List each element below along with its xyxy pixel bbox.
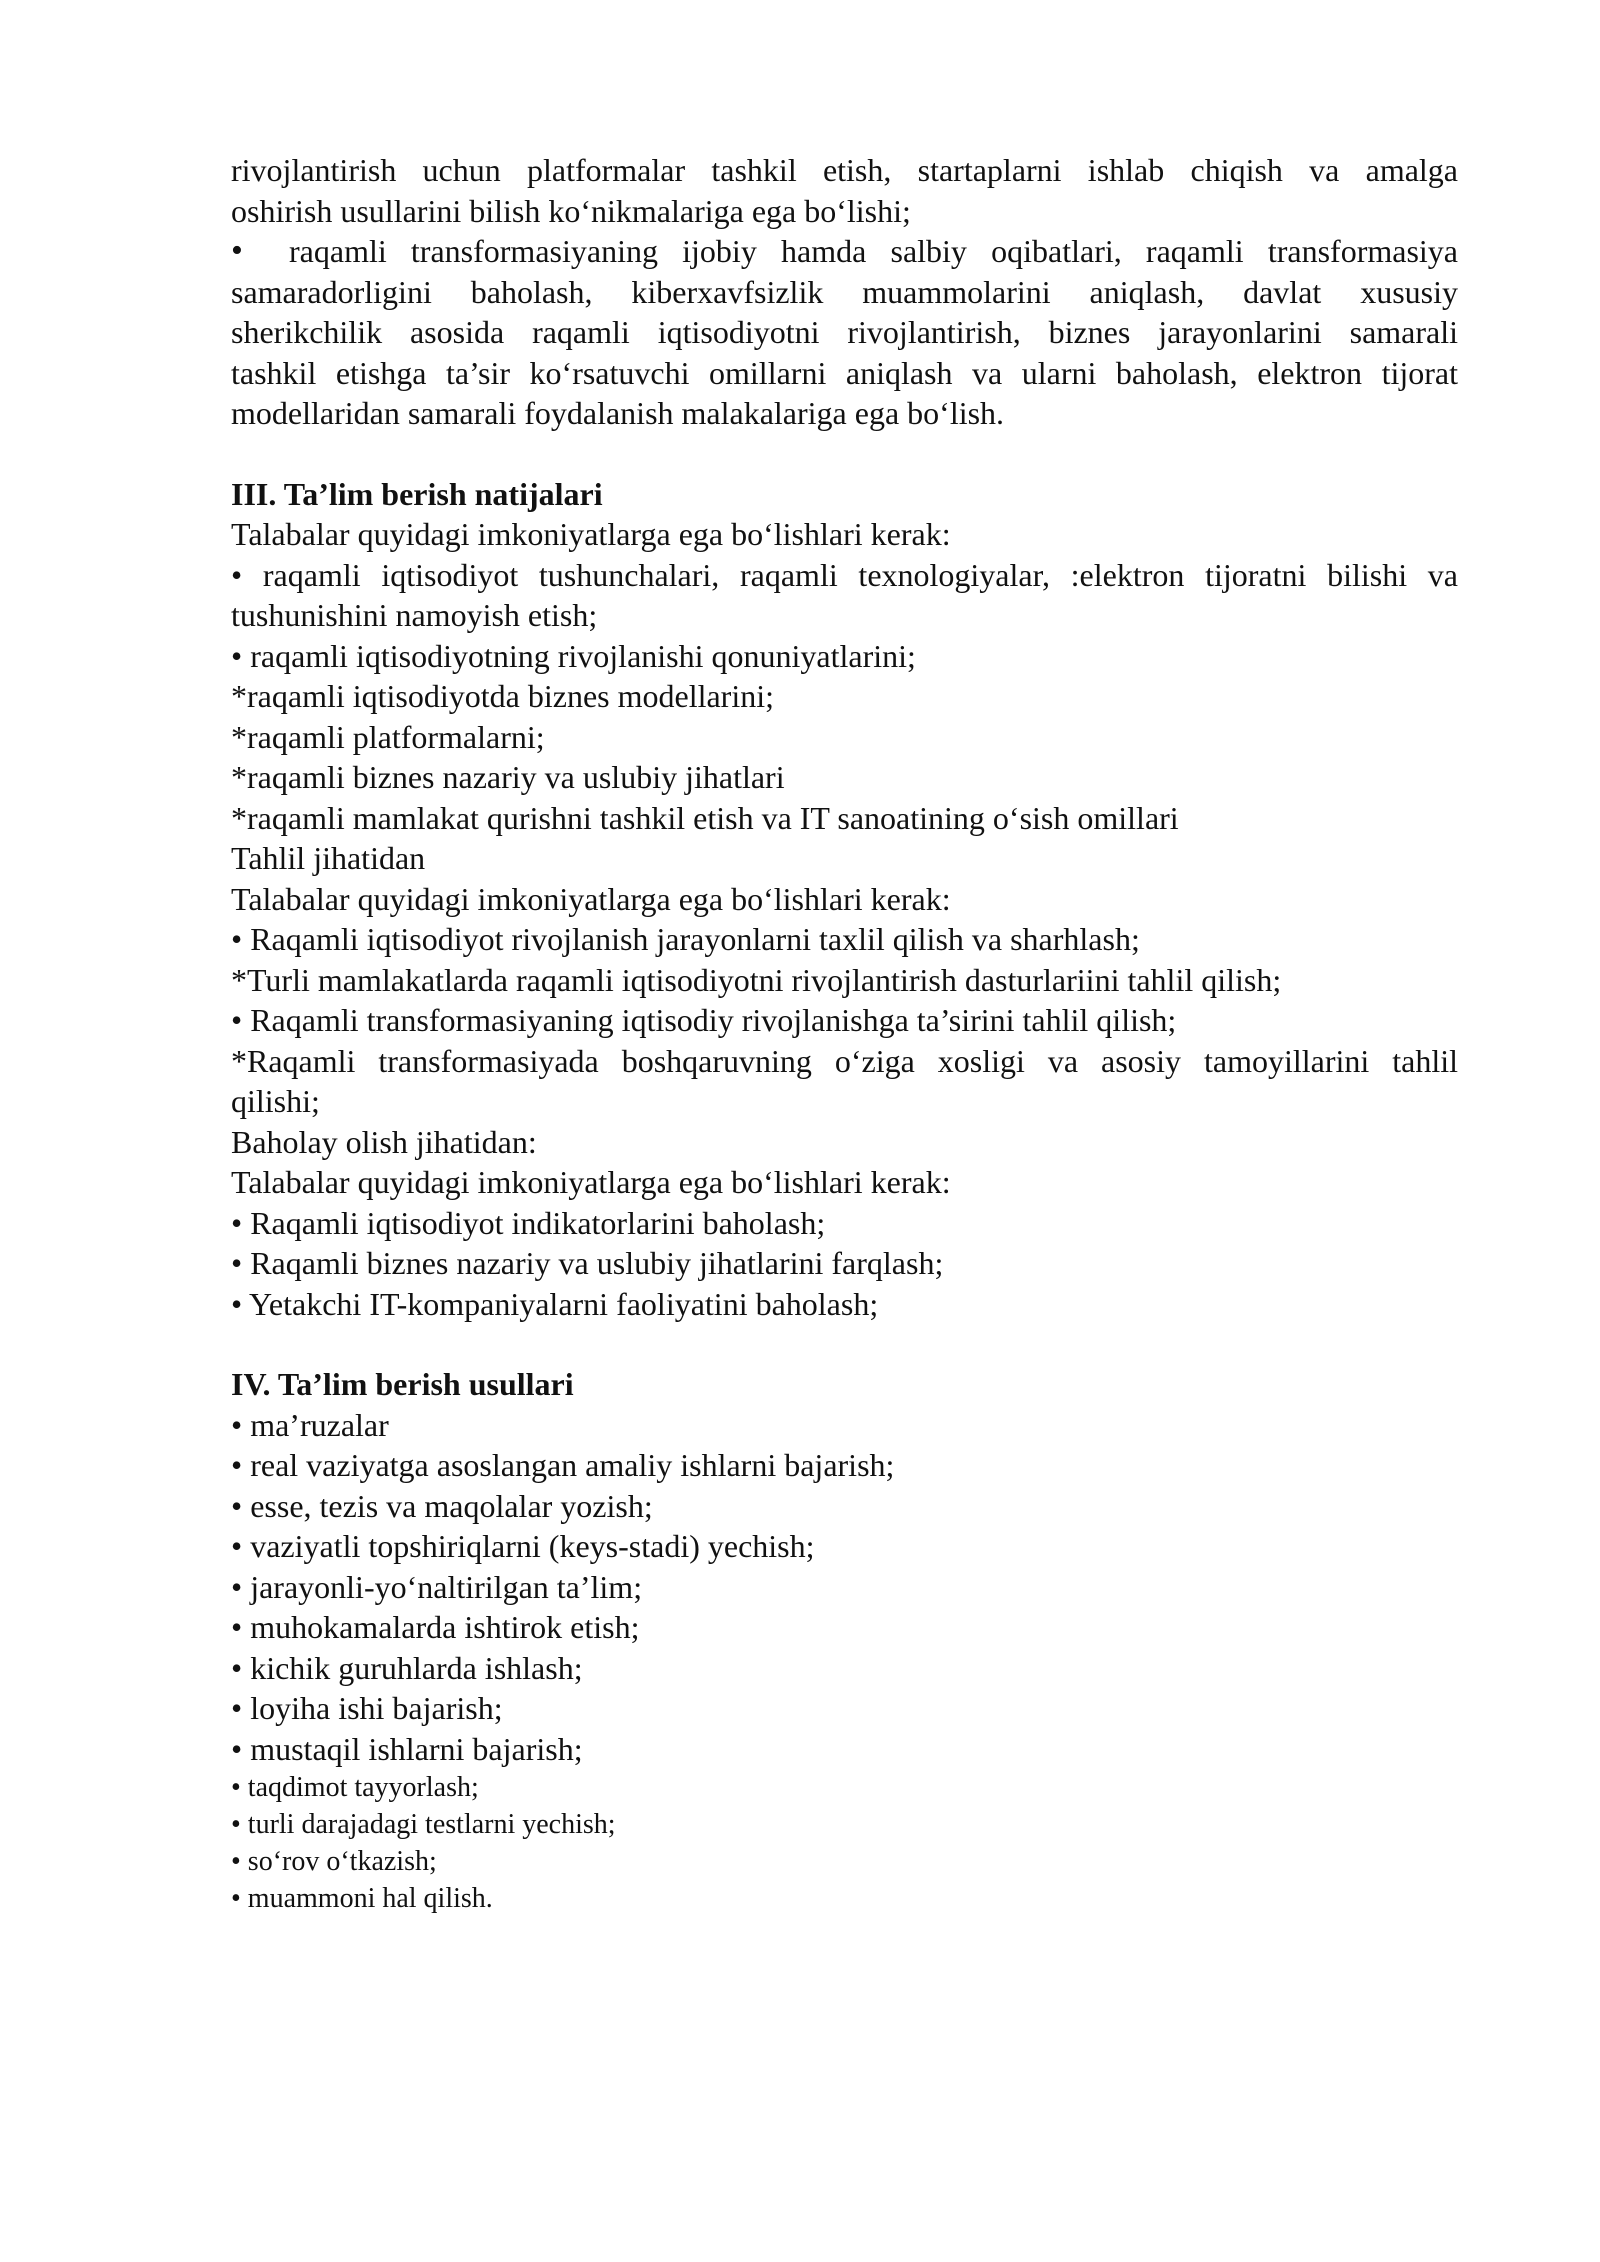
- text-line: qilishi;: [231, 1083, 320, 1119]
- section-heading: IV. Ta’lim berish usullari: [231, 1366, 574, 1402]
- list-item: • ma’ruzalar: [231, 1406, 389, 1443]
- list-item: • mustaqil ishlarni bajarish;: [231, 1730, 583, 1767]
- text-line: *Raqamli transformasiyada boshqaruvning o‘ziga xosligi va asosiy tamoyillarini tahlil: [231, 1042, 1458, 1079]
- text-line: modellaridan samarali foydalanish malakalariga ega bo‘lish.: [231, 395, 1005, 431]
- text-line: • Raqamli transformasiyaning iqtisodiy rivojlanishga ta’sirini tahlil qilish;: [231, 1002, 1177, 1038]
- text-line: • raqamli iqtisodiyot tushunchalari, raqamli texnologiyalar, :elektron tijoratni bilishi va: [231, 556, 1458, 593]
- list-item: • turli darajadagi testlarni yechish;: [231, 1809, 616, 1840]
- text-line: tashkil etishga ta’sir ko‘rsatuvchi omillarni aniqlash va ularni baholash, elektron tijorat: [231, 354, 1458, 391]
- list-item: • muammoni hal qilish.: [231, 1883, 493, 1914]
- section4-body: [231, 1405, 1458, 1918]
- text-line: • raqamli iqtisodiyotning rivojlanishi qonuniyatlarini;: [231, 637, 916, 674]
- text-line: • Raqamli iqtisodiyot indikatorlarini baholash;: [231, 1204, 826, 1241]
- list-item: • real vaziyatga asoslangan amaliy ishlarni bajarish;: [231, 1447, 895, 1483]
- section-heading: III. Ta’lim berish natijalari: [231, 475, 603, 512]
- text-line: oshirish usullarini bilish ko‘nikmalariga ega bo‘lishi;: [231, 192, 911, 229]
- text-line: tushunishini namoyish etish;: [231, 597, 598, 633]
- text-line: sherikchilik asosida raqamli iqtisodiyotni rivojlantirish, biznes jarayonlarini samarali: [231, 314, 1458, 350]
- text-line: raqamli transformasiyaning ijobiy hamda salbiy oqibatlari, raqamli transformasiya: [289, 233, 1458, 269]
- document-page: [231, 150, 1458, 1917]
- text-line: Baholay olish jihatidan:: [231, 1123, 537, 1160]
- list-item: • vaziyatli topshiriqlarni (keys-stadi) yechish;: [231, 1528, 815, 1564]
- list-item: • jarayonli-yo‘naltirilgan ta’lim;: [231, 1568, 643, 1605]
- bullet-icon: •: [231, 232, 243, 269]
- list-item: • taqdimot tayyorlash;: [231, 1772, 479, 1803]
- list-item: • kichik guruhlarda ishlash;: [231, 1649, 583, 1686]
- text-line: Talabalar quyidagi imkoniyatlarga ega bo‘lishlari kerak:: [231, 880, 951, 917]
- text-line: Talabalar quyidagi imkoniyatlarga ega bo‘lishlari kerak:: [231, 1164, 951, 1200]
- text-line: • Raqamli iqtisodiyot rivojlanish jarayonlarni taxlil qilish va sharhlash;: [231, 921, 1140, 957]
- text-line: *Turli mamlakatlarda raqamli iqtisodiyotni rivojlantirish dasturlariini tahlil qilish;: [231, 961, 1282, 998]
- list-item: • loyiha ishi bajarish;: [231, 1690, 503, 1726]
- text-line: Tahlil jihatidan: [231, 840, 426, 876]
- section3-body: [231, 514, 1458, 1324]
- text-line: samaradorligini baholash, kiberxavfsizlik muammolarini aniqlash, davlat xususiy: [231, 273, 1458, 310]
- text-line: *raqamli biznes nazariy va uslubiy jihatlari: [231, 759, 785, 795]
- list-item: • esse, tezis va maqolalar yozish;: [231, 1487, 653, 1524]
- text-line: Talabalar quyidagi imkoniyatlarga ega bo‘lishlari kerak:: [231, 516, 951, 552]
- text-line: rivojlantirish uchun platformalar tashkil etish, startaplarni ishlab chiqish va amalga: [231, 152, 1458, 188]
- text-line: *raqamli iqtisodiyotda biznes modellarini;: [231, 678, 774, 714]
- list-item: • muhokamalarda ishtirok etish;: [231, 1609, 640, 1645]
- text-line: *raqamli mamlakat qurishni tashkil etish va IT sanoatining o‘sish omillari: [231, 799, 1179, 836]
- text-line: *raqamli platformalarni;: [231, 718, 545, 755]
- intro-bullet: [231, 231, 1458, 434]
- text-line: • Raqamli biznes nazariy va uslubiy jihatlarini farqlash;: [231, 1245, 944, 1281]
- list-item: • so‘rov o‘tkazish;: [231, 1846, 437, 1877]
- intro-paragraph: [231, 150, 1458, 231]
- text-line: • Yetakchi IT-kompaniyalarni faoliyatini baholash;: [231, 1285, 879, 1322]
